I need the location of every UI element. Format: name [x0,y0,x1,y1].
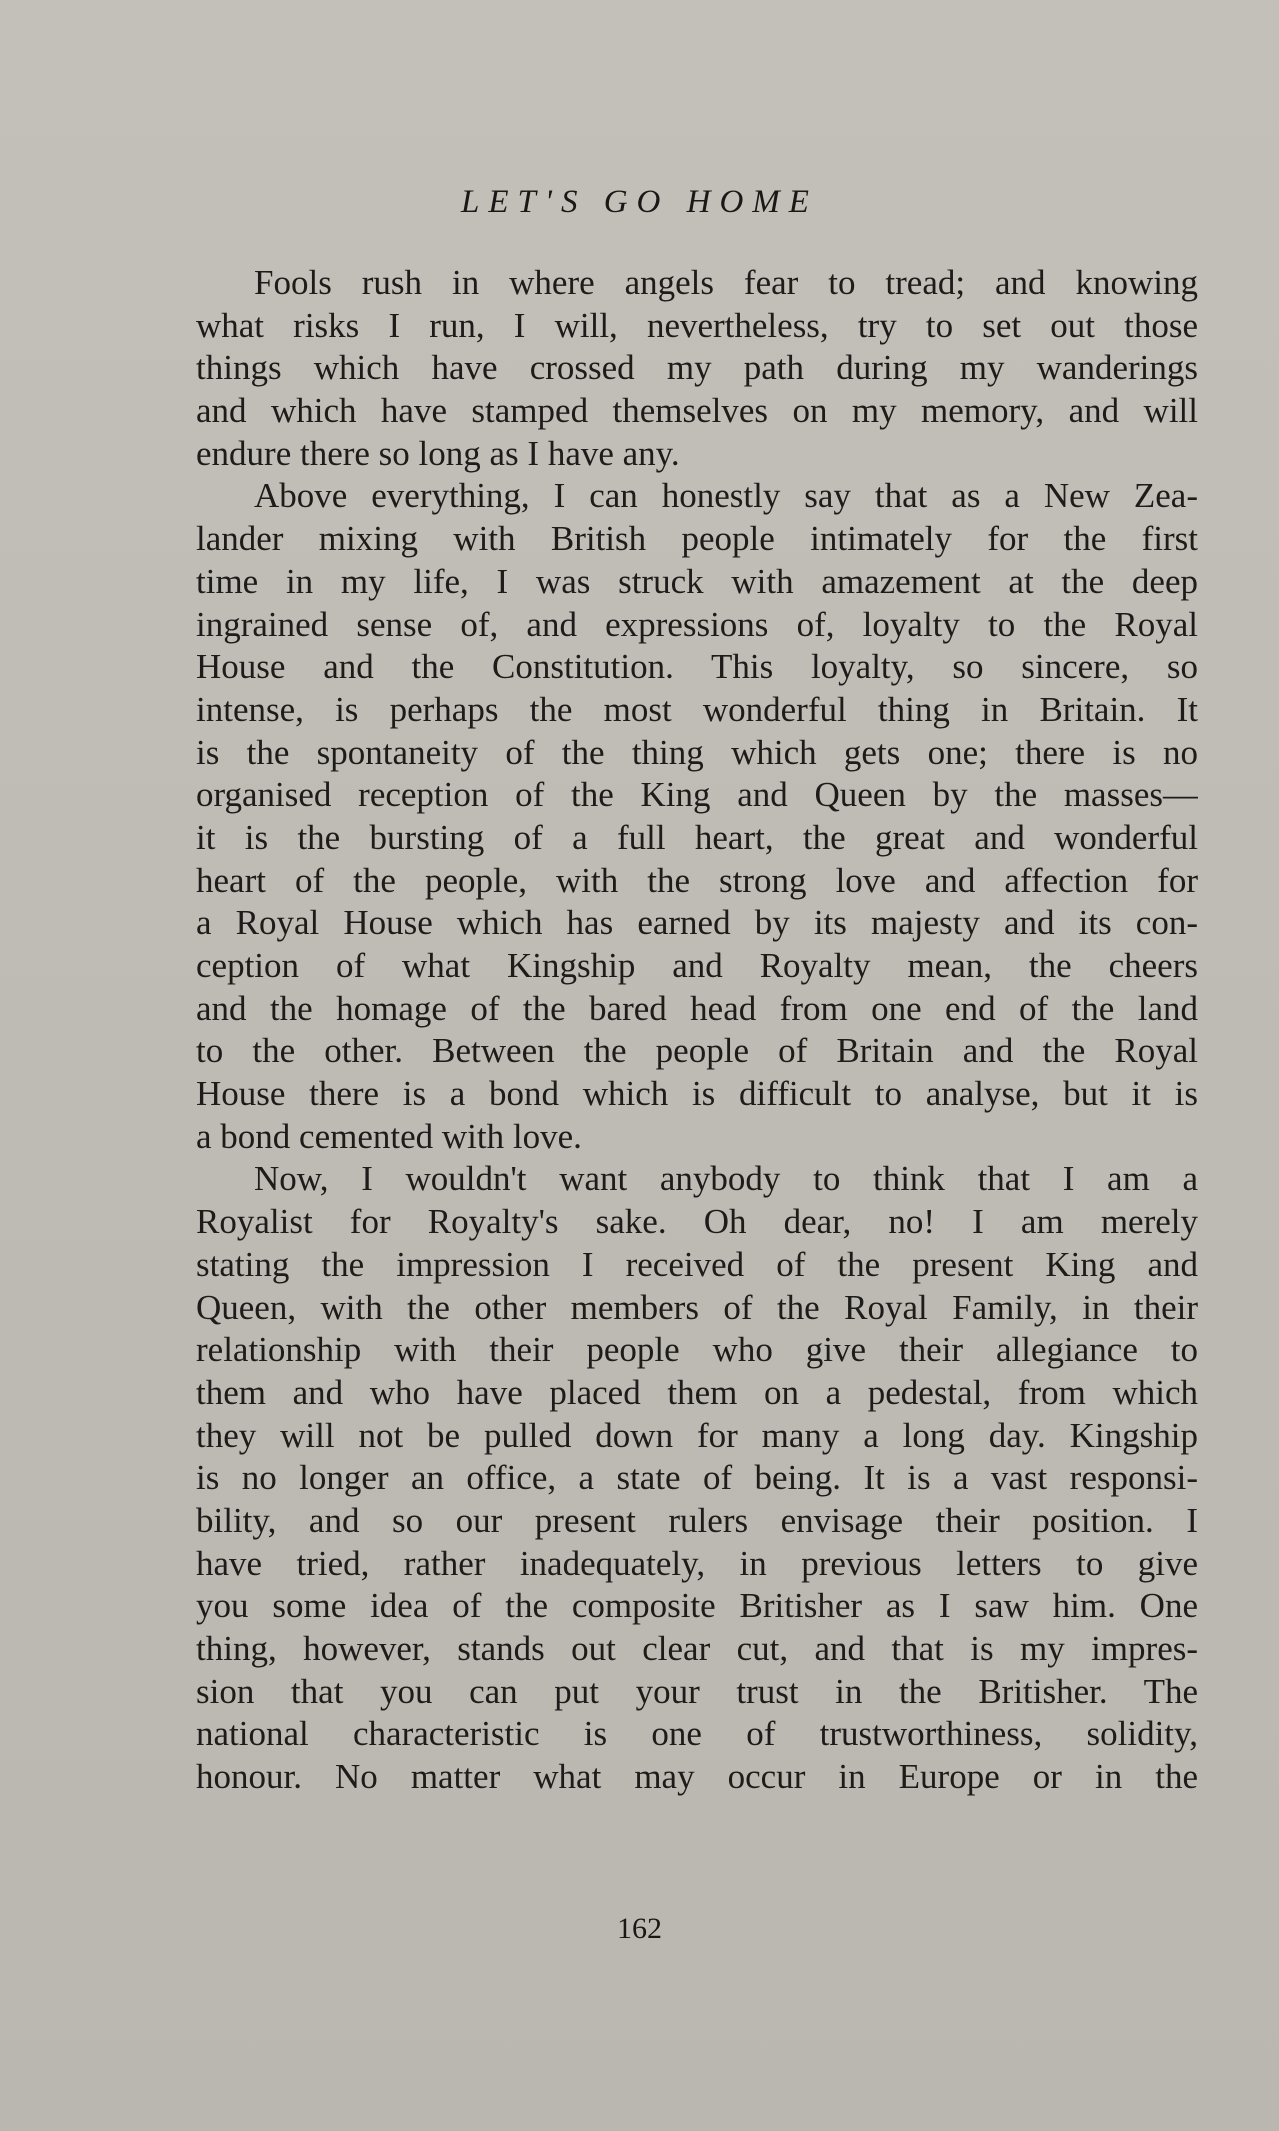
text-line: is the spontaneity of the thing which gets one; there is no [196,732,1198,772]
text-line: sion that you can put your trust in the Britisher. The [196,1671,1198,1711]
text-line: a bond cemented with love. [196,1116,582,1156]
text-line: heart of the people, with the strong love and affection for [196,860,1198,900]
text-line: is no longer an office, a state of being. It is a vast responsi- [196,1458,1198,1498]
text-line: stating the impression I received of the present King and [196,1244,1198,1284]
body-text [196,262,1198,1799]
text-line: national characteristic is one of trustworthiness, solidity, [196,1714,1198,1754]
text-line: Queen, with the other members of the Royal Family, in their [196,1287,1198,1327]
text-line: you some idea of the composite Britisher as I saw him. One [196,1586,1198,1626]
text-line: honour. No matter what may occur in Europe or in the [196,1757,1198,1797]
text-line: they will not be pulled down for many a long day. Kingship [196,1415,1198,1455]
text-line: what risks I run, I will, nevertheless, try to set out those [196,305,1198,345]
text-line: Above everything, I can honestly say that as a New Zea- [254,476,1198,516]
text-line: a Royal House which has earned by its majesty and its con- [196,903,1198,943]
text-line: thing, however, stands out clear cut, and that is my impres- [196,1629,1198,1668]
text-line: to the other. Between the people of Britain and the Royal [196,1031,1198,1071]
text-line: Fools rush in where angels fear to tread; and knowing [254,263,1198,302]
running-head: LET'S GO HOME [461,184,818,220]
text-line: ingrained sense of, and expressions of, loyalty to the Royal [196,604,1198,644]
text-line: House there is a bond which is difficult to analyse, but it is [196,1074,1198,1114]
text-line: organised reception of the King and Queen by the masses— [196,775,1198,815]
text-line: and which have stamped themselves on my memory, and will [196,391,1198,431]
paragraph-1 [196,262,1198,475]
paragraph-2 [196,475,1198,1158]
paragraph-3 [196,1158,1198,1798]
text-line: House and the Constitution. This loyalty, so sincere, so [196,647,1198,687]
text-line: ception of what Kingship and Royalty mean, the cheers [196,946,1198,985]
text-line: relationship with their people who give their allegiance to [196,1330,1198,1370]
text-line: Now, I wouldn't want anybody to think that I am a [254,1159,1198,1199]
text-line: bility, and so our present rulers envisage their position. I [196,1500,1198,1540]
text-line: endure there so long as I have any. [196,433,680,473]
page-number: 162 [617,1912,662,1945]
text-line: Royalist for Royalty's sake. Oh dear, no! I am merely [196,1202,1198,1242]
text-line: time in my life, I was struck with amazement at the deep [196,561,1198,601]
text-line: them and who have placed them on a pedestal, from which [196,1372,1198,1412]
text-line: have tried, rather inadequately, in previous letters to give [196,1543,1198,1583]
text-line: things which have crossed my path during my wanderings [196,348,1198,388]
text-line: lander mixing with British people intimately for the first [196,519,1198,559]
text-line: and the homage of the bared head from one end of the land [196,988,1198,1028]
text-line: intense, is perhaps the most wonderful thing in Britain. It [196,689,1198,729]
text-line: it is the bursting of a full heart, the great and wonderful [196,817,1198,857]
